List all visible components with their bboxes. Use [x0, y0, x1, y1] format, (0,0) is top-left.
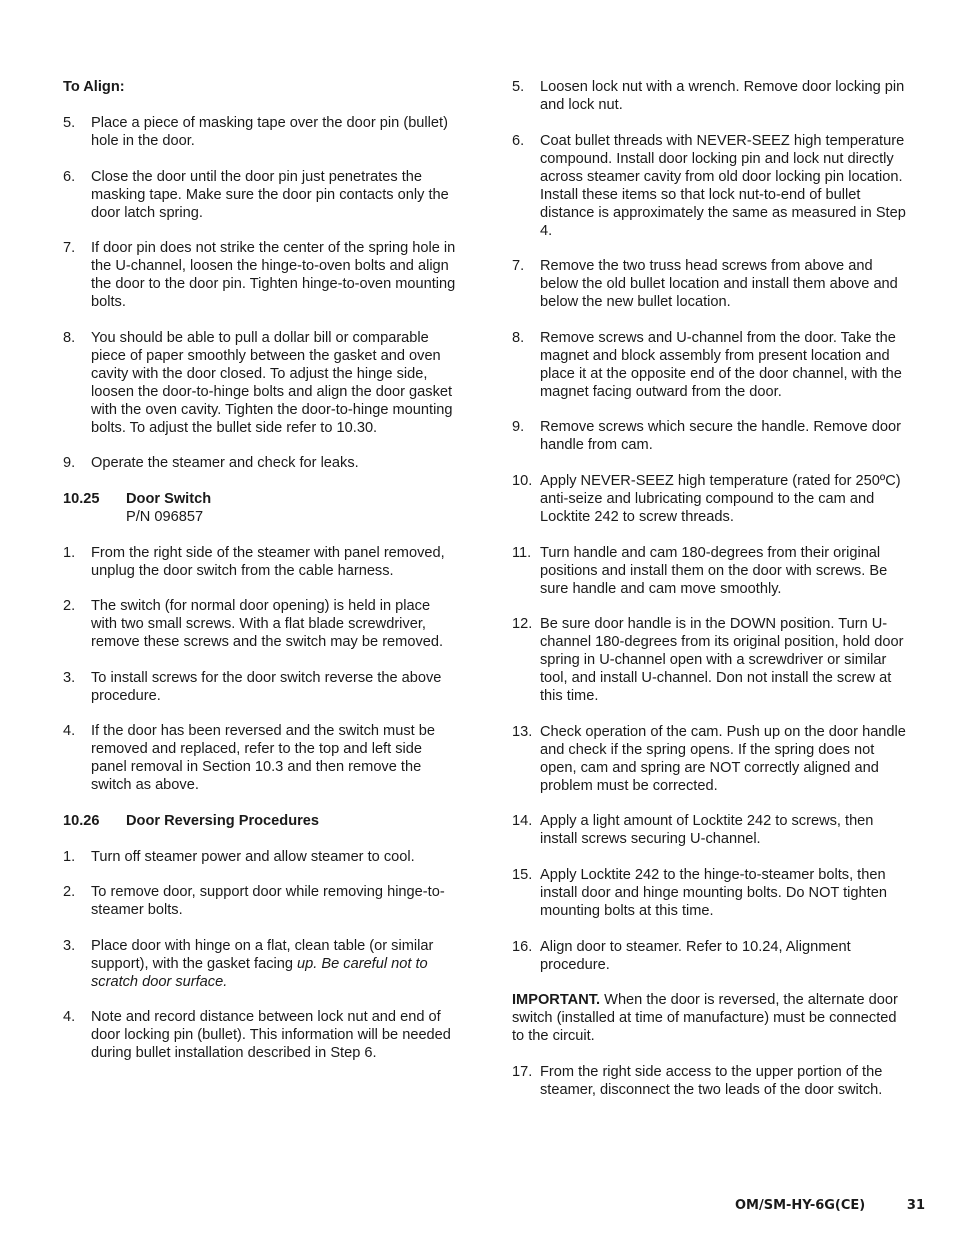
step-item: [512, 418, 912, 454]
step-text-content: Close the door until the door pin just penetrates the masking tape. Make sure the door pin contacts only the door latch spring.: [91, 168, 449, 221]
step-text-emphasis: up. Be careful not to scratch door surface.: [91, 955, 428, 990]
step-text: [91, 937, 458, 991]
step-item: [63, 454, 458, 472]
step-number: 9.: [512, 419, 525, 436]
step-text-content: The switch (for normal door opening) is held in place with two small screws. With a flat blade screwdriver, remove these screws and the switch may be removed.: [91, 598, 444, 651]
step-text-content: Turn off steamer power and allow steamer to cool.: [91, 848, 415, 865]
step-text-content: If door pin does not strike the center of the spring hole in the U-channel, loosen the hinge-to-oven bolts and align the door to the door pin. Tighten hinge-to-oven mounting bolts.: [91, 240, 456, 311]
step-text-content: Loosen lock nut with a wrench. Remove door locking pin and lock nut.: [540, 79, 905, 113]
step-text: [91, 239, 458, 311]
step-number: 9.: [63, 455, 76, 472]
step-item: [512, 78, 912, 114]
step-text: [540, 723, 912, 795]
section-title: Door Reversing Procedures: [126, 812, 320, 829]
step-text: [91, 168, 458, 222]
step-text: [540, 615, 912, 705]
section-number: 10.26: [63, 812, 100, 829]
step-number: 7.: [63, 240, 76, 257]
step-item: [63, 883, 458, 919]
step-text-content: You should be able to pull a dollar bill or comparable piece of paper smoothly between the gasket and oven cavity with the door closed. To adjust the hinge side, loosen the door-to-hinge bolts and align the door gasket with the oven cavity. Tighten the door-to-hinge mounting bolts. To adjust the bullet side refer to 10.30.: [91, 329, 453, 436]
step-number: 4.: [63, 1009, 76, 1026]
step-text-content: To remove door, support door while removing hinge-to-steamer bolts.: [91, 884, 445, 919]
step-item: [63, 722, 458, 794]
step-text-content: Apply a light amount of Locktite 242 to screws, then install screws securing U-channel.: [540, 813, 874, 848]
step-number: 8.: [63, 329, 76, 346]
step-number: 7.: [512, 258, 525, 275]
step-text-content: Align door to steamer. Refer to 10.24, Alignment procedure.: [540, 938, 851, 973]
step-text-content: Note and record distance between lock nut and end of door locking pin (bullet). This information will be needed during bullet installation described in Step 6.: [91, 1009, 451, 1062]
reverse-steps-continued-list: [512, 78, 912, 974]
left-column: [63, 78, 458, 1080]
step-item: [512, 1063, 912, 1099]
important-label: IMPORTANT.: [512, 992, 601, 1009]
step-item: [512, 615, 912, 705]
step-text-content: Place a piece of masking tape over the door pin (bullet) hole in the door.: [91, 115, 448, 149]
step-item: [512, 812, 912, 848]
step-text: [540, 544, 912, 598]
important-text: When the door is reversed, the alternate door switch (installed at time of manufacture) must be connected to the circuit.: [512, 992, 898, 1045]
step-text: [91, 722, 458, 794]
to-align-heading: To Align:: [63, 79, 125, 95]
step-text-content: To install screws for the door switch reverse the above procedure.: [91, 669, 442, 704]
step-number: 17.: [512, 1063, 533, 1080]
step-text-content: Remove screws and U-channel from the door. Take the magnet and block assembly from present location and place it at the opposite end of the door channel, with the magnet facing outward from the door.: [540, 329, 902, 400]
step-text-content: Apply Locktite 242 to the hinge-to-steamer bolts, then install door and hinge mounting bolts. Do NOT tighten mounting bolts at this time.: [540, 866, 887, 919]
step-item: [512, 938, 912, 974]
step-text-content: Remove the two truss head screws from above and below the old bullet location and install them above and below the new bullet location.: [540, 258, 898, 311]
step-text-content: From the right side of the steamer with panel removed, unplug the door switch from the cable harness.: [91, 544, 445, 579]
step-item: [512, 132, 912, 240]
step-text: [540, 257, 912, 311]
step-number: 14.: [512, 813, 533, 830]
step-number: 3.: [63, 937, 76, 954]
step-text: [91, 597, 458, 651]
step-number: 1.: [63, 544, 76, 561]
step-number: 2.: [63, 884, 76, 901]
step-item: [512, 723, 912, 795]
step-number: 2.: [63, 598, 76, 615]
reverse-steps-final-list: [512, 1063, 912, 1099]
step-item: [512, 472, 912, 526]
step-text: [540, 78, 912, 114]
step-item: [512, 866, 912, 920]
step-text-content: Check operation of the cam. Push up on the door handle and check if the spring opens. If the spring does not open, cam and spring are NOT correctly aligned and problem must be corrected.: [540, 723, 906, 794]
step-item: [63, 544, 458, 580]
step-item: [63, 114, 458, 150]
step-text-content: From the right side access to the upper portion of the steamer, disconnect the two leads of the door switch.: [540, 1063, 883, 1098]
step-text: [91, 329, 458, 437]
step-item: [63, 669, 458, 705]
step-number: 16.: [512, 938, 533, 955]
step-text: [91, 544, 458, 580]
step-number: 5.: [512, 79, 525, 95]
step-text: [91, 454, 458, 472]
switch-steps-list: [63, 544, 458, 795]
step-text-content: Be sure door handle is in the DOWN position. Turn U-channel 180-degrees from its original position, hold door spring in U-channel open with a screwdriver or similar tool, and install U-channel. Don not install the screw at this time.: [540, 616, 904, 705]
step-text: [91, 1008, 458, 1062]
section-door-switch-heading: [63, 490, 458, 526]
step-item: [63, 937, 458, 991]
step-text: [540, 132, 912, 240]
right-column: [512, 78, 912, 1116]
section-title: Door Switch: [126, 490, 212, 507]
part-number: P/N 096857: [126, 508, 204, 525]
step-text: [540, 938, 912, 974]
reverse-steps-list: [63, 848, 458, 1063]
step-item: [512, 257, 912, 311]
page-number: 31: [906, 1198, 925, 1213]
step-text-content: Place door with hinge on a flat, clean table (or similar support), with the gasket facing: [91, 937, 434, 972]
step-number: 11.: [512, 544, 532, 561]
step-number: 8.: [512, 329, 525, 346]
section-door-reversing-heading: [63, 812, 458, 830]
step-number: 13.: [512, 723, 533, 740]
important-note: [512, 991, 912, 1045]
step-text-content: If the door has been reversed and the switch must be removed and replaced, refer to the top and left side panel removal in Section 10.3 and then remove the switch as above.: [91, 723, 435, 794]
step-text: [91, 669, 458, 705]
step-text: [540, 866, 912, 920]
document-id: OM/SM-HY-6G(CE): [735, 1198, 866, 1213]
align-steps-list: [63, 114, 458, 472]
step-text: [540, 812, 912, 848]
step-text: [540, 418, 912, 454]
step-number: 5.: [63, 115, 76, 131]
step-text-content: Apply NEVER-SEEZ high temperature (rated for 250ºC) anti-seize and lubricating compound to the cam and Locktite 242 to screw threads.: [540, 472, 901, 525]
step-item: [63, 848, 458, 866]
section-number: 10.25: [63, 490, 100, 507]
step-number: 6.: [512, 132, 525, 149]
step-item: [512, 329, 912, 401]
step-text-content: Turn handle and cam 180-degrees from their original positions and install them on the door with screws. Be sure handle and cam move smoothly.: [540, 544, 888, 597]
step-text-content: Coat bullet threads with NEVER-SEEZ high temperature compound. Install door locking pin and lock nut directly across steamer cavity from old door locking pin location. Install these items so that lock nut-to-end of bullet distance is approximately the same as measured in Step 4.: [540, 132, 906, 239]
step-text: [91, 114, 458, 150]
step-text-content: Remove screws which secure the handle. Remove door handle from cam.: [540, 419, 901, 454]
step-item: [63, 329, 458, 437]
step-item: [63, 168, 458, 222]
step-number: 12.: [512, 616, 533, 633]
step-text: [540, 329, 912, 401]
step-text: [540, 1063, 912, 1099]
step-number: 4.: [63, 723, 76, 740]
step-item: [63, 597, 458, 651]
step-number: 1.: [63, 848, 76, 865]
step-text: [540, 472, 912, 526]
step-text-content: Operate the steamer and check for leaks.: [91, 455, 359, 472]
step-number: 6.: [63, 168, 76, 185]
step-number: 3.: [63, 669, 76, 686]
step-text: [91, 883, 458, 919]
step-item: [63, 1008, 458, 1062]
step-item: [63, 239, 458, 311]
step-item: [512, 544, 912, 598]
step-number: 15.: [512, 866, 533, 883]
step-text: [91, 848, 458, 866]
step-number: 10.: [512, 472, 533, 489]
